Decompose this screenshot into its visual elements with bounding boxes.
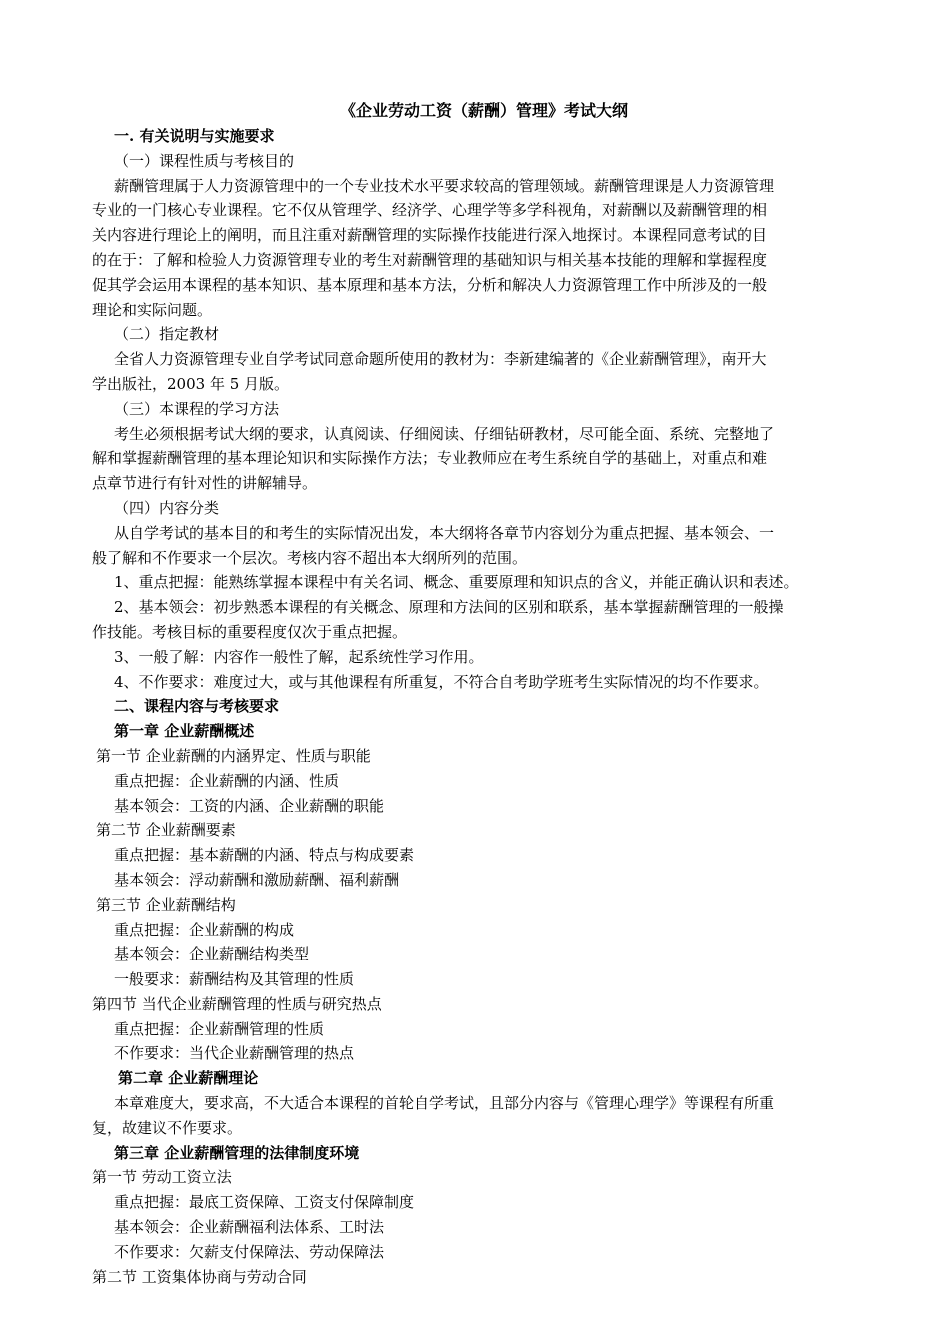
text-line: 学出版社，2003 年 5 月版。: [92, 374, 290, 393]
text-line: 基本领会：企业薪酬结构类型: [114, 945, 310, 964]
text-line: 本章难度大，要求高，不大适合本课程的首轮自学考试，且部分内容与《管理心理学》等课程有所重: [114, 1094, 775, 1113]
text-line: 第四节 当代企业薪酬管理的性质与研究热点: [92, 994, 382, 1013]
text-line: 关内容进行理论上的阐明，而且注重对薪酬管理的实际操作技能进行深入地探讨。本课程同意考试的目: [92, 226, 768, 245]
text-line: 第一章 企业薪酬概述: [114, 722, 255, 741]
text-line: 重点把握：最底工资保障、工资支付保障制度: [114, 1193, 415, 1212]
text-line: 基本领会：企业薪酬福利法体系、工时法: [114, 1218, 385, 1237]
text-line: 的在于：了解和检验人力资源管理专业的考生对薪酬管理的基础知识与相关基本技能的理解和掌握程度: [92, 250, 768, 269]
text-line: 促其学会运用本课程的基本知识、基本原理和基本方法，分析和解决人力资源管理工作中所涉及的一般: [92, 275, 768, 294]
text-line: 一般要求：薪酬结构及其管理的性质: [114, 970, 355, 989]
text-line: 从自学考试的基本目的和考生的实际情况出发，本大纲将各章节内容划分为重点把握、基本领会、一: [114, 523, 775, 542]
text-line: 第二节 企业薪酬要素: [96, 821, 236, 840]
text-line: 不作要求：当代企业薪酬管理的热点: [114, 1044, 355, 1063]
text-line: 薪酬管理属于人力资源管理中的一个专业技术水平要求较高的管理领域。薪酬管理课是人力资源管理: [114, 176, 775, 195]
text-line: 般了解和不作要求一个层次。考核内容不超出本大纲所列的范围。: [92, 548, 528, 567]
text-line: 第二节 工资集体协商与劳动合同: [92, 1267, 307, 1286]
text-line: 理论和实际问题。: [92, 300, 213, 319]
text-line: 二、课程内容与考核要求: [114, 697, 280, 716]
document-title: 《企业劳动工资（薪酬）管理》考试大纲: [339, 101, 628, 120]
text-line: 基本领会：工资的内涵、企业薪酬的职能: [114, 796, 385, 815]
text-line: 第三章 企业薪酬管理的法律制度环境: [114, 1143, 360, 1162]
text-line: 不作要求：欠薪支付保障法、劳动保障法: [114, 1242, 385, 1261]
text-line: 重点把握：企业薪酬的内涵、性质: [114, 771, 340, 790]
text-line: 第一节 企业薪酬的内涵界定、性质与职能: [96, 746, 371, 765]
document-page: [92, 98, 862, 1289]
text-line: 1、重点把握：能熟练掌握本课程中有关名词、概念、重要原理和知识点的含义，并能正确认识和表述。: [114, 573, 799, 592]
text-line: 基本领会：浮动薪酬和激励薪酬、福利薪酬: [114, 870, 400, 889]
text-line: （三）本课程的学习方法: [114, 399, 280, 418]
text-line: 一. 有关说明与实施要求: [114, 127, 275, 145]
text-line: 4、不作要求：难度过大，或与其他课程有所重复，不符合自考助学班考生实际情况的均不作要求。: [114, 672, 769, 691]
text-line: 专业的一门核心专业课程。它不仅从管理学、经济学、心理学等多学科视角，对薪酬以及薪酬管理的相: [92, 201, 768, 220]
text-line: 第三节 企业薪酬结构: [96, 895, 236, 914]
text-line: 重点把握：企业薪酬管理的性质: [114, 1019, 325, 1038]
text-line: 重点把握：企业薪酬的构成: [114, 920, 295, 939]
text-line: 重点把握：基本薪酬的内涵、特点与构成要素: [114, 846, 415, 865]
document-body: [92, 124, 862, 1289]
text-line: 考生必须根据考试大纲的要求，认真阅读、仔细阅读、仔细钻研教材，尽可能全面、系统、完整地了: [114, 424, 775, 443]
text-line: 第一节 劳动工资立法: [92, 1168, 232, 1187]
text-line: 全省人力资源管理专业自学考试同意命题所使用的教材为：李新建编著的《企业薪酬管理》，南开大: [114, 350, 767, 369]
text-line: （二）指定教材: [114, 325, 220, 344]
text-line: 作技能。考核目标的重要程度仅次于重点把握。: [92, 622, 408, 641]
text-line: 3、一般了解：内容作一般性了解，起系统性学习作用。: [114, 647, 484, 666]
text-line: 复，故建议不作要求。: [92, 1118, 243, 1137]
text-line: 点章节进行有针对性的讲解辅导。: [92, 474, 318, 493]
text-line: 第二章 企业薪酬理论: [118, 1069, 259, 1088]
text-line: 解和掌握薪酬管理的基本理论知识和实际操作方法；专业教师应在考生系统自学的基础上，对重点和难: [92, 449, 768, 468]
text-line: （一）课程性质与考核目的: [114, 151, 295, 170]
text-line: （四）内容分类: [114, 498, 220, 517]
text-line: 2、基本领会：初步熟悉本课程的有关概念、原理和方法间的区别和联系，基本掌握薪酬管理的一般操: [114, 598, 784, 617]
